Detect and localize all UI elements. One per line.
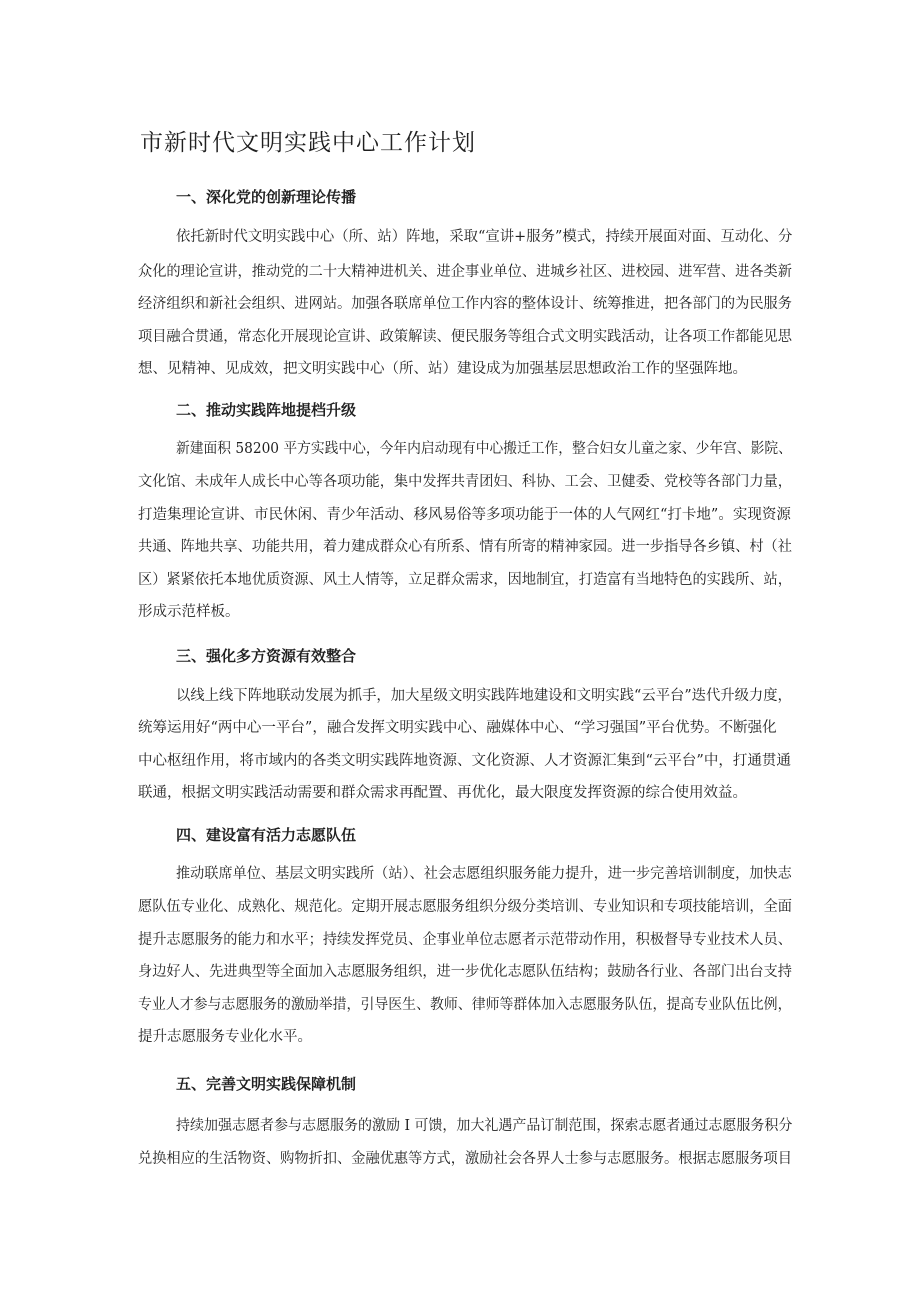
paragraph-line: 提升志愿服务专业化水平。 bbox=[138, 1029, 312, 1045]
document-title: 市新时代文明实践中心工作计划 bbox=[140, 130, 476, 156]
paragraph-line: 联通，根据文明实践活动需要和群众需求再配置、再优化，最大限度发挥资源的综合使用效益。 bbox=[138, 785, 747, 801]
paragraph-line: 提升志愿服务的能力和水平；持续发挥党员、企事业单位志愿者示范带动作用，积极督导专业技术人员、 bbox=[138, 932, 792, 948]
section-heading: 三、强化多方资源有效整合 bbox=[176, 647, 357, 665]
paragraph-line: 打造集理论宣讲、市民休闲、青少年活动、移风易俗等多项功能于一体的人气网红“打卡地”。实现资源 bbox=[138, 507, 791, 523]
paragraph-line: 文化馆、未成年人成长中心等各项功能，集中发挥共青团妇、科协、工会、卫健委、党校等各部门力量， bbox=[138, 474, 792, 490]
section-heading: 二、推动实践阵地提档升级 bbox=[176, 401, 357, 419]
section-heading: 五、完善文明实践保障机制 bbox=[176, 1075, 357, 1093]
paragraph-line: 兑换相应的生活物资、购物折扣、金融优惠等方式，激励社会各界人士参与志愿服务。根据志愿服务项目 bbox=[138, 1151, 792, 1167]
paragraph-line: 新建面积 58200 平方实践中心，今年内启动现有中心搬迁工作，整合妇女儿童之家、少年宫、影院、 bbox=[176, 441, 792, 457]
paragraph-line: 区）紧紧依托本地优质资源、风土人情等，立足群众需求，因地制宜，打造富有当地特色的实践所、站， bbox=[138, 572, 792, 588]
section-heading: 四、建设富有活力志愿队伍 bbox=[176, 826, 357, 844]
paragraph-line: 形成示范样板。 bbox=[138, 604, 240, 620]
paragraph-line: 愿队伍专业化、成熟化、规范化。定期开展志愿服务组织分级分类培训、专业知识和专项技能培训，全面 bbox=[138, 899, 792, 915]
paragraph-line: 持续加强志愿者参与志愿服务的激励 I 可馈，加大礼遇产品订制范围，探索志愿者通过志愿服务积分 bbox=[176, 1118, 793, 1134]
paragraph-line: 身边好人、先进典型等全面加入志愿服务组织，进一步优化志愿队伍结构；鼓励各行业、各部门出台支持 bbox=[138, 964, 792, 980]
paragraph-line: 专业人才参与志愿服务的激励举措，引导医生、教师、律师等群体加入志愿服务队伍，提高专业队伍比例， bbox=[138, 997, 792, 1013]
paragraph-line: 共通、阵地共享、功能共用，着力建成群众心有所系、情有所寄的精神家园。进一步指导各乡镇、村（社 bbox=[138, 539, 792, 555]
paragraph-line: 经济组织和新社会组织、进网站。加强各联席单位工作内容的整体设计、统筹推进，把各部门的为民服务 bbox=[138, 296, 792, 312]
paragraph-line: 以线上线下阵地联动发展为抓手，加大星级文明实践阵地建设和文明实践“云平台”迭代升级力度， bbox=[176, 688, 792, 704]
section-heading: 一、深化党的创新理论传播 bbox=[176, 188, 357, 206]
paragraph-line: 统筹运用好“两中心一平台”，融合发挥文明实践中心、融媒体中心、“学习强国”平台优势。不断强化 bbox=[138, 720, 777, 736]
paragraph-line: 众化的理论宣讲，推动党的二十大精神进机关、进企事业单位、进城乡社区、进校园、进军营、进各类新 bbox=[138, 264, 792, 280]
paragraph-line: 推动联席单位、基层文明实践所（站）、社会志愿组织服务能力提升，进一步完善培训制度，加快志 bbox=[176, 866, 792, 882]
paragraph-line: 项目融合贯通，常态化开展现论宣讲、政策解读、便民服务等组合式文明实践活动，让各项工作都能见思 bbox=[138, 329, 792, 345]
paragraph-line: 想、见精神、见成效，把文明实践中心（所、站）建设成为加强基层思想政治工作的坚强阵地。 bbox=[138, 361, 747, 377]
paragraph-line: 依托新时代文明实践中心（所、站）阵地，采取“宣讲+服务”模式，持续开展面对面、互动化、分 bbox=[176, 229, 793, 245]
paragraph-line: 中心枢纽作用，将市域内的各类文明实践阵地资源、文化资源、人才资源汇集到“云平台”中，打通贯通 bbox=[138, 753, 791, 769]
